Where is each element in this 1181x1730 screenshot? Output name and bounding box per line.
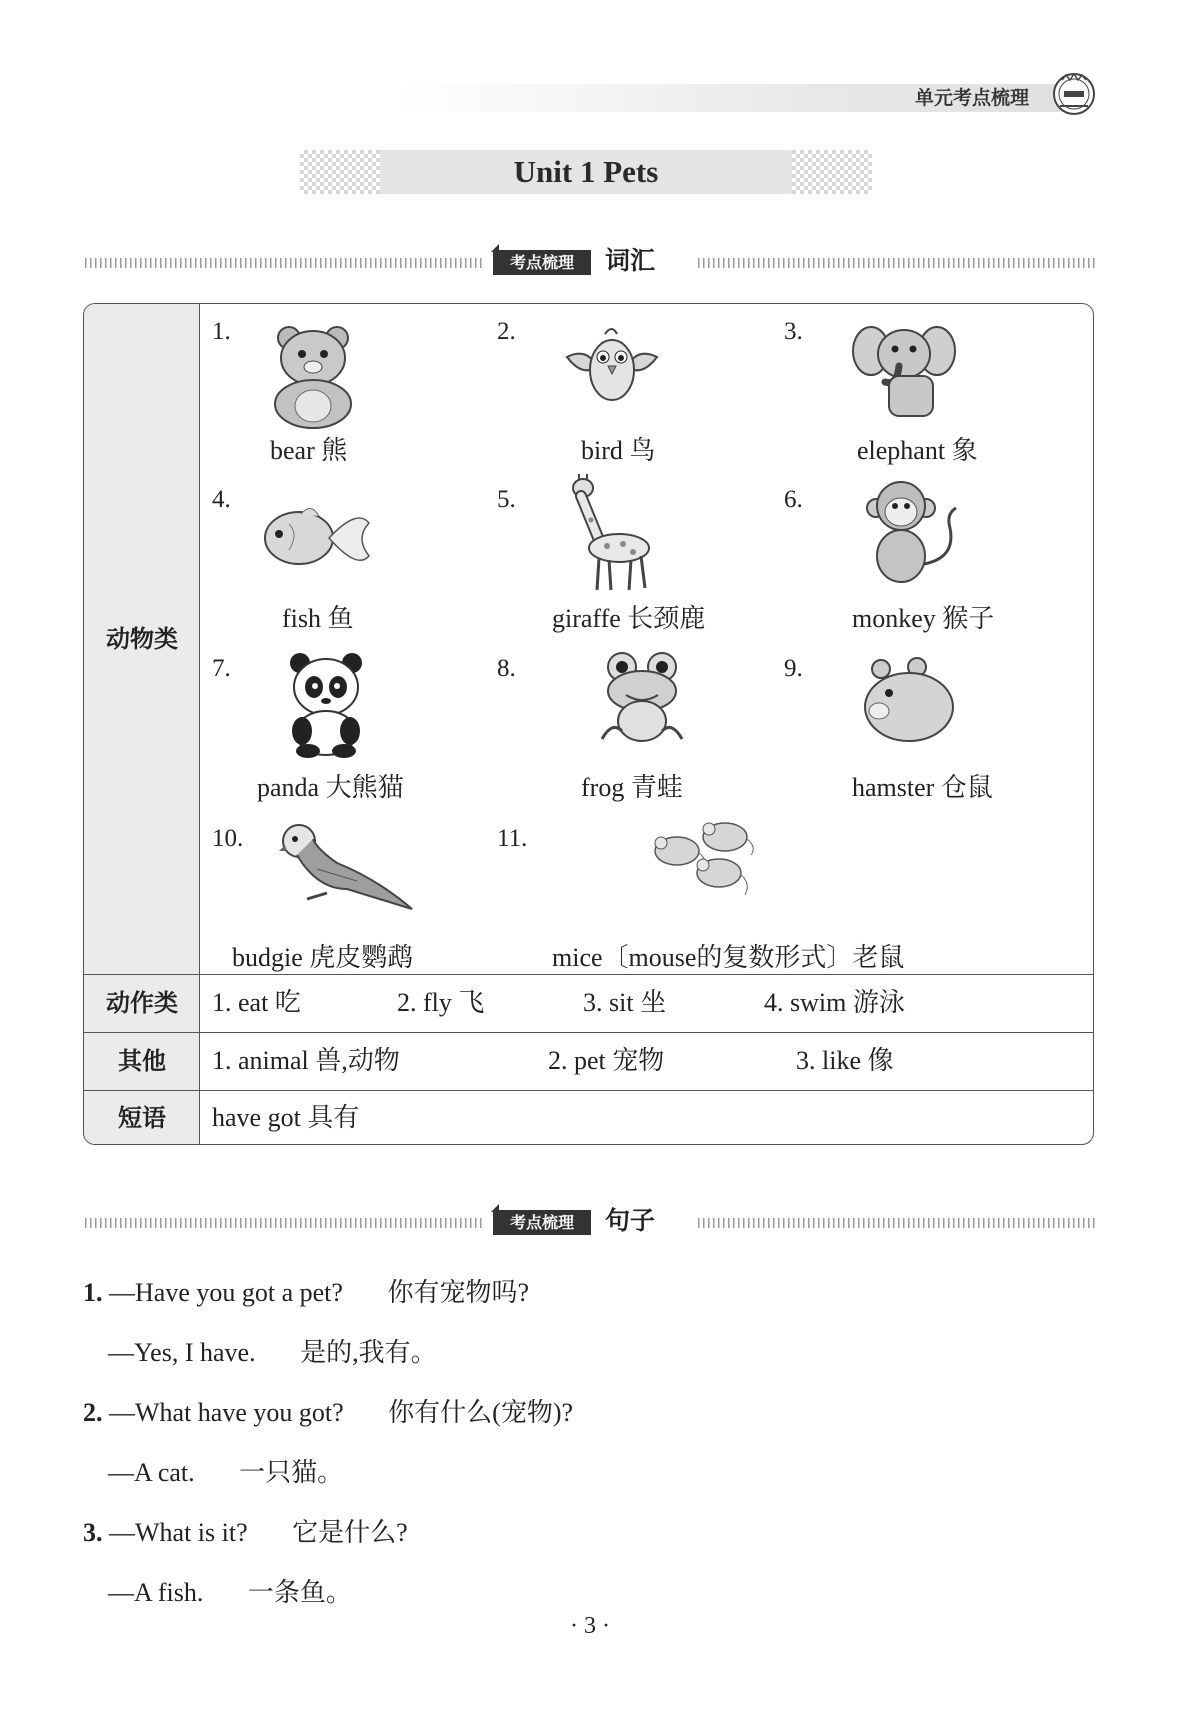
panda-icon	[282, 649, 372, 759]
animal-item	[497, 649, 797, 817]
budgie-icon	[277, 819, 417, 914]
section-title: 句子	[605, 1206, 656, 1235]
animal-item	[497, 819, 997, 987]
section-title: 词汇	[605, 246, 656, 275]
animal-word: fish 鱼	[282, 604, 354, 633]
item-number: 11.	[497, 825, 528, 852]
header-label: 单元考点梳理	[915, 87, 1030, 109]
action-item: 2. fly 飞	[397, 988, 485, 1017]
question-en: —Have you got a pet?	[109, 1278, 343, 1307]
item-number: 1.	[212, 318, 231, 345]
section-tag: 考点梳理	[493, 1210, 591, 1235]
sentence-number: 2.	[83, 1398, 103, 1427]
unit-title: Unit 1 Pets	[513, 154, 659, 189]
sentence-section-header	[85, 1208, 1095, 1238]
item-number: 7.	[212, 655, 231, 682]
others-row	[212, 1032, 1072, 1090]
bear-icon	[267, 320, 367, 430]
other-item: 3. like 像	[796, 1046, 894, 1075]
frog-icon	[592, 649, 692, 749]
sentence-answer	[108, 1452, 343, 1489]
action-item: 3. sit 坐	[583, 988, 667, 1017]
item-number: 5.	[497, 486, 516, 513]
animal-item	[784, 480, 1084, 648]
hamster-icon	[859, 655, 959, 745]
action-item: 4. swim 游泳	[764, 988, 905, 1017]
publisher-seal-icon	[1052, 72, 1096, 116]
other-item: 1. animal 兽,动物	[212, 1046, 400, 1075]
answer-cn: 一只猫。	[239, 1458, 344, 1487]
sentence-answer	[108, 1332, 437, 1369]
page-number: · 3 ·	[570, 1613, 610, 1639]
animal-word: hamster 仓鼠	[852, 773, 993, 802]
elephant-icon	[849, 316, 959, 426]
section-tag: 考点梳理	[493, 250, 591, 275]
answer-en: —A fish.	[108, 1578, 204, 1607]
animal-item	[212, 480, 512, 648]
animal-word: giraffe 长颈鹿	[552, 604, 706, 633]
action-item: 1. eat 吃	[212, 988, 301, 1017]
question-cn: 你有宠物吗?	[387, 1278, 529, 1307]
bird-icon	[557, 322, 667, 422]
answer-cn: 一条鱼。	[247, 1578, 352, 1607]
item-number: 10.	[212, 825, 244, 852]
animal-word: panda 大熊猫	[257, 773, 404, 802]
question-cn: 它是什么?	[292, 1518, 408, 1547]
animal-word: bear 熊	[270, 436, 348, 465]
phrases-row	[212, 1090, 1072, 1145]
animal-item	[212, 649, 512, 817]
animal-item	[497, 480, 797, 648]
vocab-table	[83, 303, 1094, 1145]
sentence-number: 1.	[83, 1278, 103, 1307]
animal-word: frog 青蛙	[581, 773, 683, 802]
item-number: 4.	[212, 486, 231, 513]
answer-en: —A cat.	[108, 1458, 195, 1487]
answer-en: —Yes, I have.	[108, 1338, 256, 1367]
animal-item	[497, 312, 797, 480]
item-number: 2.	[497, 318, 516, 345]
vocab-section-header	[85, 248, 1095, 278]
category-others: 其他	[118, 1047, 166, 1075]
giraffe-icon	[557, 474, 667, 594]
other-item: 2. pet 宠物	[548, 1046, 665, 1075]
question-cn: 你有什么(宠物)?	[388, 1398, 574, 1427]
animal-word: mice〔mouse的复数形式〕老鼠	[552, 943, 905, 972]
item-number: 6.	[784, 486, 803, 513]
actions-row	[212, 974, 1072, 1032]
sentence-question	[83, 1392, 573, 1429]
item-number: 8.	[497, 655, 516, 682]
question-en: —What have you got?	[109, 1398, 344, 1427]
animal-item	[212, 819, 512, 987]
animal-word: monkey 猴子	[852, 604, 995, 633]
animal-word: bird 鸟	[581, 436, 656, 465]
monkey-icon	[864, 478, 964, 590]
item-number: 9.	[784, 655, 803, 682]
category-actions: 动作类	[106, 989, 178, 1017]
fish-icon	[257, 498, 372, 578]
sentence-number: 3.	[83, 1518, 103, 1547]
sentence-question	[83, 1512, 408, 1549]
mice-icon	[647, 811, 767, 906]
sentence-question	[83, 1272, 529, 1309]
category-phrases: 短语	[118, 1104, 166, 1132]
category-animals: 动物类	[106, 625, 178, 653]
phrase-item: have got 具有	[212, 1103, 360, 1132]
animal-item	[784, 649, 1084, 817]
animal-word: elephant 象	[857, 436, 978, 465]
animal-word: budgie 虎皮鹦鹉	[232, 943, 414, 972]
animal-item	[784, 312, 1084, 480]
animal-item	[212, 312, 512, 480]
item-number: 3.	[784, 318, 803, 345]
answer-cn: 是的,我有。	[300, 1338, 437, 1367]
sentence-answer	[108, 1572, 352, 1609]
question-en: —What is it?	[109, 1518, 248, 1547]
